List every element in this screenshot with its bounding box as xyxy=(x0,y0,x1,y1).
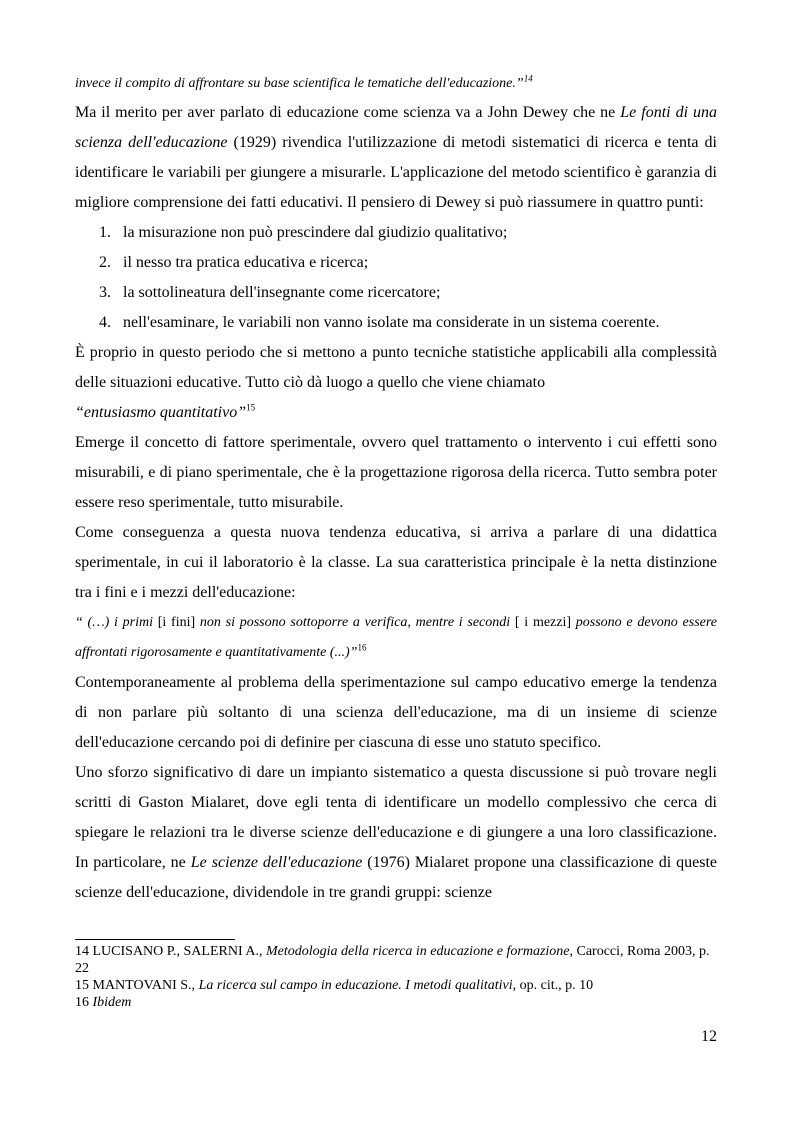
paragraph-dewey xyxy=(75,98,717,218)
footnote-text: 16 xyxy=(75,995,93,1010)
dewey-points-list xyxy=(75,218,717,338)
footnote-text: Carocci, Roma 2003, p. 22 xyxy=(75,944,710,976)
paragraph-statistics xyxy=(75,338,717,428)
quote-ends-means xyxy=(75,608,717,668)
footnote-14 xyxy=(75,943,717,977)
footnote-text: 15 MANTOVANI S., xyxy=(75,978,199,993)
page-number: 12 xyxy=(701,1028,717,1045)
footnotes xyxy=(75,943,717,1011)
paragraph-text: È proprio in questo periodo che si mettono a punto tecniche statistiche applicabili alla complessità delle situazioni educative. Tutto ciò dà luogo a quello che viene chiamato xyxy=(75,344,717,391)
quote-insert: [ i mezzi] xyxy=(514,615,572,630)
paragraph-experimental-didactics xyxy=(75,518,717,608)
list-text: nell'esaminare, le variabili non vanno isolate ma considerate in un sistema coerente. xyxy=(123,314,660,331)
list-number: 1. xyxy=(99,224,111,241)
footnote-ref-15: 15 xyxy=(246,402,256,413)
paragraph-experimental-factor xyxy=(75,428,717,518)
footnote-15 xyxy=(75,977,717,994)
footnote-title: La ricerca sul campo in educazione. I metodi qualitativi, xyxy=(198,978,517,993)
quote-insert: [i fini] xyxy=(157,615,196,630)
book-title: Le scienze dell'educazione xyxy=(190,854,363,871)
footnote-title: Ibidem xyxy=(92,995,132,1010)
paragraph-text: Come conseguenza a questa nuova tendenza educativa, si arriva a parlare di una didattica sperimentale, in cui il laboratorio è la classe. La sua caratteristica principale è la netta distinzione tra i fini e i mezzi dell'educazione: xyxy=(75,524,717,601)
quoted-term: “entusiasmo quantitativo” xyxy=(75,404,247,421)
list-item xyxy=(99,218,717,248)
paragraph-mialaret xyxy=(75,758,717,908)
body-text xyxy=(75,70,717,908)
footnote-separator xyxy=(75,939,235,940)
paragraph-text: (1929) rivendica l'utilizzazione di metodi sistematici di ricerca e tenta di identificare le variabili per giungere a misurarle. L'applicazione del metodo scientifico è garanzia di migliore comprensione dei fatti educativi. Il pensiero di Dewey si può riassumere in quattro punti: xyxy=(75,134,717,211)
list-item xyxy=(99,278,717,308)
footnote-16 xyxy=(75,994,717,1011)
quote-text: invece il compito di affrontare su base scientifica le tematiche dell'educazione.” xyxy=(75,76,524,91)
footnote-text: op. cit., p. 10 xyxy=(516,978,594,993)
list-text: la sottolineatura dell'insegnante come ricercatore; xyxy=(123,284,441,301)
footnote-text: 14 LUCISANO P., SALERNI A., xyxy=(75,944,266,959)
paragraph-text: Ma il merito per aver parlato di educazione come scienza va a John Dewey che ne xyxy=(75,104,621,121)
list-text: il nesso tra pratica educativa e ricerca; xyxy=(123,254,369,271)
paragraph-text: Emerge il concetto di fattore sperimentale, ovvero quel trattamento o intervento i cui effetti sono misurabili, e di piano sperimentale, che è la progettazione rigorosa della ricerca. Tutto sembra poter essere reso sperimentale, tutto misurabile. xyxy=(75,434,717,511)
list-number: 3. xyxy=(99,284,111,301)
footnote-ref-16: 16 xyxy=(357,642,367,653)
list-number: 2. xyxy=(99,254,111,271)
quote-text: non si possono sottoporre a verifica, mentre i secondi xyxy=(195,615,515,630)
paragraph-text: (1976) Mialaret propone una classificazione di queste scienze dell'educazione, dividendole in tre grandi gruppi: scienze xyxy=(75,854,718,901)
quote-continuation xyxy=(75,70,717,98)
paragraph-sciences xyxy=(75,668,717,758)
paragraph-text: Contemporaneamente al problema della sperimentazione sul campo educativo emerge la tendenza di non parlare più soltanto di una scienza dell'educazione, ma di un insieme di scienze dell'educazione cercando poi di definire per ciascuna di esse uno statuto specifico. xyxy=(75,674,717,751)
quote-text: “ (…) i primi xyxy=(75,615,158,630)
footnote-ref-14: 14 xyxy=(523,73,533,84)
book-title: Le fonti di una scienza dell'educazione xyxy=(75,104,717,151)
quote-text: possono e devono essere affrontati rigorosamente e quantitativamente (...)” xyxy=(75,615,718,660)
list-text: la misurazione non può prescindere dal giudizio qualitativo; xyxy=(123,224,508,241)
list-number: 4. xyxy=(99,314,111,331)
list-item xyxy=(99,248,717,278)
footnote-title: Metodologia della ricerca in educazione e formazione, xyxy=(265,944,573,959)
list-item xyxy=(99,308,717,338)
paragraph-text: Uno sforzo significativo di dare un impianto sistematico a questa discussione si può trovare negli scritti di Gaston Mialaret, dove egli tenta di identificare un modello complessivo che cerca di spiegare le relazioni tra le diverse scienze dell'educazione e di giungere a una loro classificazione. In particolare, ne xyxy=(75,764,717,871)
